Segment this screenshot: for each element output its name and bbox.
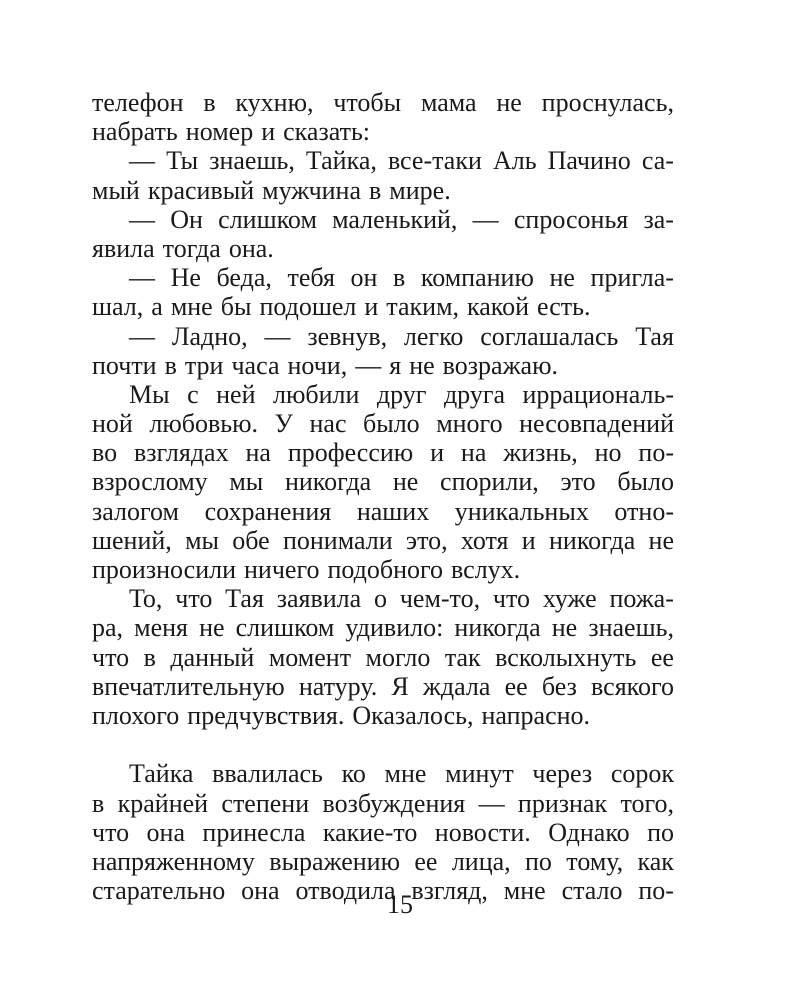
text-line: залогом сохранения наших уникальных отно- (92, 496, 674, 526)
text-line: явила тогда она. (92, 233, 274, 263)
text-line: плохого предчувствия. Оказалось, напрасно. (92, 700, 591, 730)
text-line: — Не беда, тебя он в компанию не пригла- (129, 263, 674, 293)
paragraph (92, 146, 674, 204)
text-line: — Ты знаешь, Тайка, все-таки Аль Пачино са- (129, 146, 674, 176)
paragraph (92, 759, 674, 905)
text-line: произносили ничего подобного вслух. (92, 555, 521, 584)
paragraph (92, 205, 674, 263)
text-line: ной любовью. У нас было много несовпадений (92, 409, 674, 439)
text-line: — Ладно, — зевнув, легко соглашалась Тая (129, 321, 674, 351)
section-break (92, 730, 674, 759)
paragraph (92, 584, 674, 730)
text-line: шений, мы обе понимали это, хотя и никогда не (92, 525, 674, 555)
text-line: телефон в кухню, чтобы мама не проснулась, (92, 88, 674, 117)
text-line: в крайней степени возбуждения — признак того, (92, 788, 674, 818)
book-page-text (92, 88, 674, 905)
paragraph (92, 380, 674, 584)
paragraph (92, 88, 674, 146)
text-line: старательно она отводила взгляд, мне стало по- (92, 876, 674, 906)
text-line: То, что Тая заявила о чем-то, что хуже пожа- (129, 584, 674, 614)
text-line: Тайка ввалилась ко мне минут через сорок (129, 759, 674, 789)
text-line: во взглядах на профессию и на жизнь, но по- (92, 438, 674, 468)
text-line: ра, меня не слишком удивило: никогда не знаешь, (92, 613, 674, 643)
text-line: шал, а мне бы подошел и таким, какой есть. (92, 292, 591, 322)
paragraph (92, 322, 674, 380)
paragraph (92, 263, 674, 321)
text-line: что в данный момент могло так всколыхнуть ее (92, 642, 674, 672)
text-line: Мы с ней любили друг друга иррациональ- (129, 379, 674, 409)
text-line: напряженному выражению ее лица, по тому, как (92, 846, 674, 876)
text-line: почти в три часа ночи, — я не возражаю. (92, 350, 558, 380)
text-line: мый красивый мужчина в мире. (92, 175, 451, 205)
text-line: впечатлительную натуру. Я ждала ее без всякого (92, 671, 674, 701)
text-line: набрать номер и сказать: (92, 117, 371, 147)
text-line: взрослому мы никогда не спорили, это было (92, 467, 674, 497)
text-line: что она принесла какие-то новости. Однако по (92, 817, 674, 847)
text-line: — Он слишком маленький, — спросонья за- (129, 204, 674, 234)
page-number: 15 (387, 890, 413, 919)
